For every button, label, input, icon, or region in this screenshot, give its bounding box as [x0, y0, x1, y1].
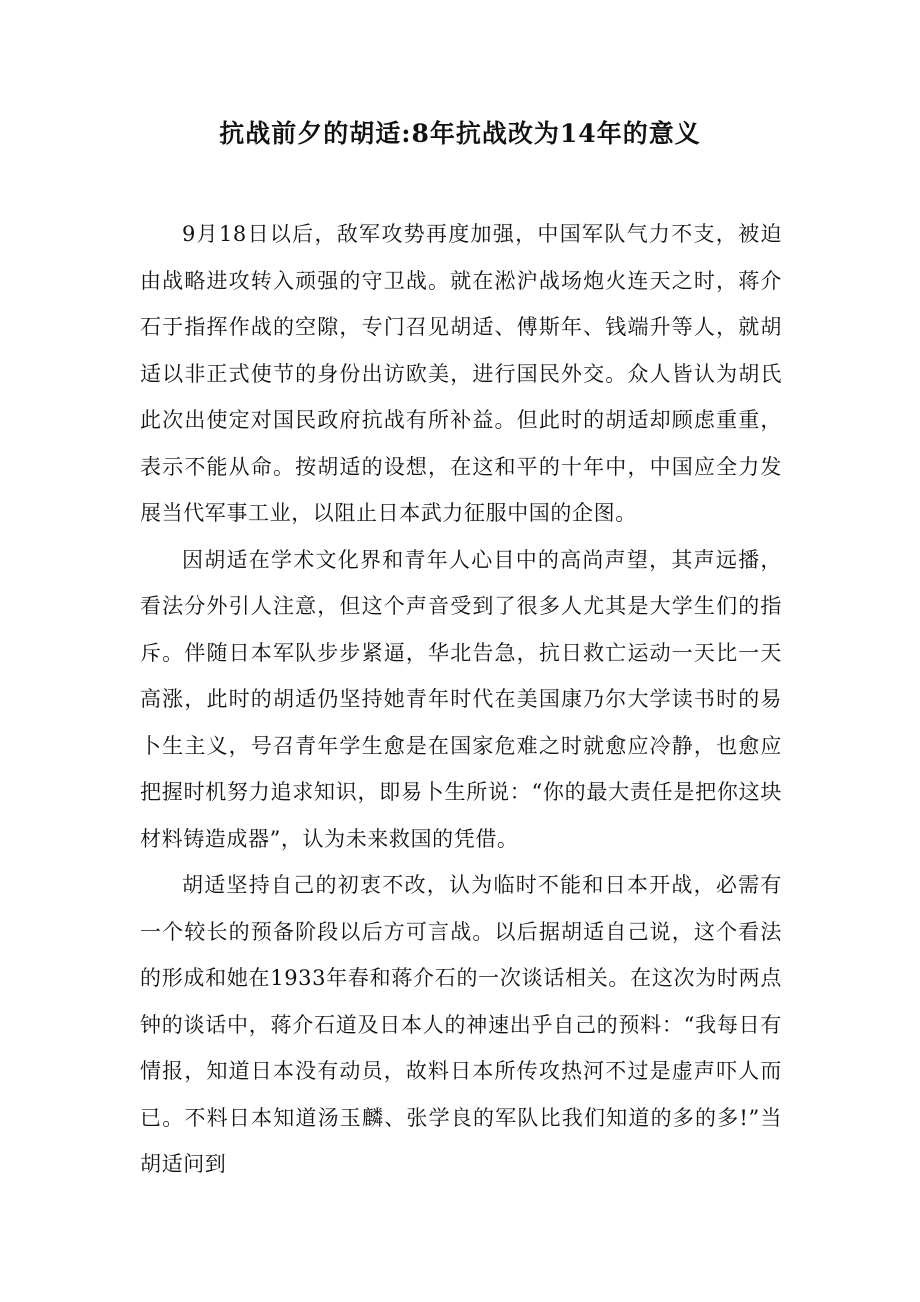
page-title: 抗战前夕的胡适:8年抗战改为14年的意义 — [219, 119, 701, 148]
paragraph-2: 因胡适在学术文化界和青年人心目中的高尚声望，其声远播，看法分外引人注意，但这个声音受到了很多人尤其是大学生们的指斥。伴随日本军队步步紧逼，华北告急，抗日救亡运动一天比一天高涨，此时的胡适仍坚持她青年时代在美国康乃尔大学读书时的易卜生主义，号召青年学生愈是在国家危难之时就愈应冷静，也愈应把握时机努力追求知识，即易卜生所说：“你的最大责任是把你这块材料铸造成器”，认为未来救国的凭借。 — [140, 547, 782, 851]
paragraph-1: 9月18日以后，敌军攻势再度加强，中国军队气力不支，被迫由战略进攻转入顽强的守卫战。就在淞沪战场炮火连天之时，蒋介石于指挥作战的空隙，专门召见胡适、傅斯年、钱端升等人，就胡适以非正式使节的身份出访欧美，进行国民外交。众人皆认为胡氏此次出使定对国民政府抗战有所补益。但此时的胡适却顾虑重重，表示不能从命。按胡适的设想，在这和平的十年中，中国应全力发展当代军事工业，以阻止日本武力征服中国的企图。 — [140, 222, 782, 525]
paragraph-3: 胡适坚持自己的初衷不改，认为临时不能和日本开战，必需有一个较长的预备阶段以后方可言战。以后据胡适自己说，这个看法的形成和她在1933年春和蒋介石的一次谈话相关。在这次为时两点钟的谈话中，蒋介石道及日本人的神速出乎自己的预料：“我每日有情报，知道日本没有动员，故料日本所传攻热河不过是虚声吓人而已。不料日本知道汤玉麟、张学良的军队比我们知道的多的多!”当胡适问到 — [140, 873, 782, 1176]
article-body — [140, 211, 782, 1188]
